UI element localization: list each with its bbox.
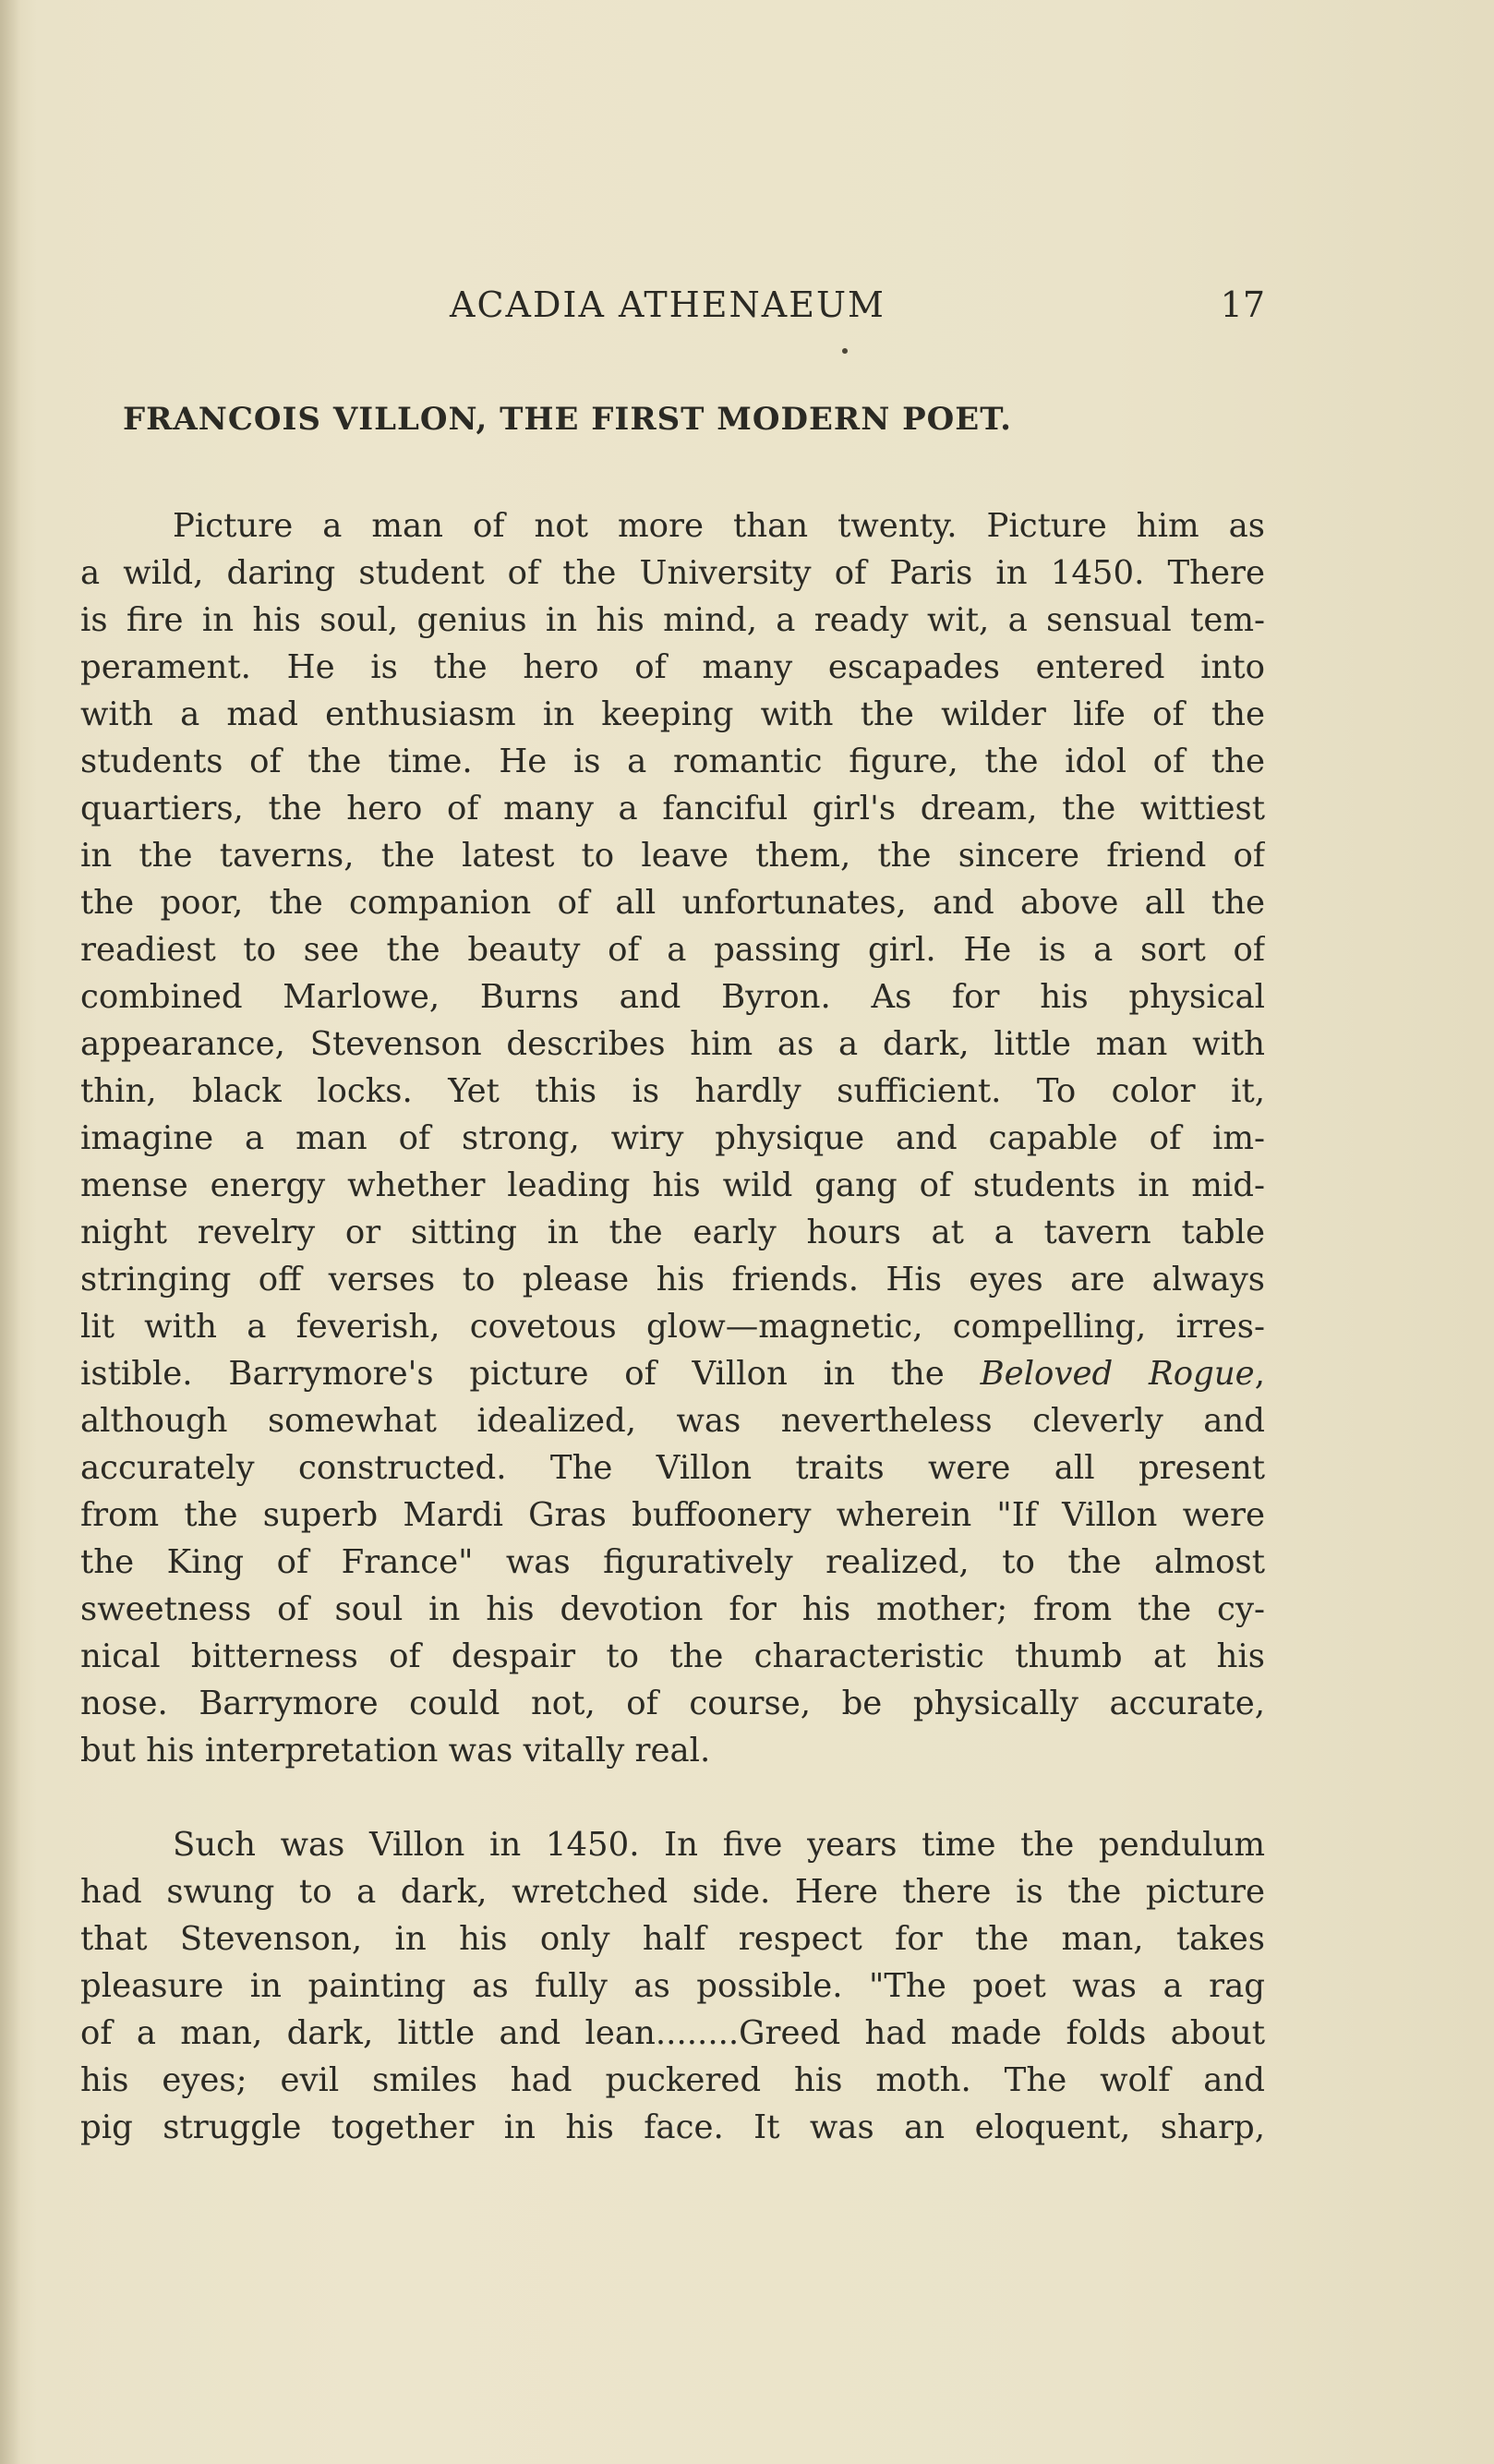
book-title-italic: Beloved Rogue [980,1355,1255,1393]
text-line: readiest to see the beauty of a passing girl. He is a sort of [80,931,1265,969]
text-line: nical bitterness of despair to the characteristic thumb at his [80,1637,1265,1675]
text-line: a wild, daring student of the University of Paris in 1450. There [80,554,1265,592]
text-line: of a man, dark, little and lean........Greed had made folds about [80,2014,1265,2052]
text-line: the King of France" was figuratively realized, to the almost [80,1543,1265,1581]
text-line: pleasure in painting as fully as possible. "The poet was a rag [80,1967,1265,2005]
text-line: in the taverns, the latest to leave them, the sincere friend of [80,837,1265,875]
text-line: the poor, the companion of all unfortunates, and above all the [80,884,1265,922]
text-line: quartiers, the hero of many a fanciful girl's dream, the wittiest [80,790,1265,827]
text-line: is fire in his soul, genius in his mind, a ready wit, a sensual tem- [80,601,1265,639]
text-line: had swung to a dark, wretched side. Here there is the picture [80,1873,1265,1911]
article-title: FRANCOIS VILLON, THE FIRST MODERN POET. [123,401,1012,438]
paragraph-2 [80,1821,1265,2151]
text-line: Such was Villon in 1450. In five years time the pendulum [173,1826,1265,1864]
text-line: mense energy whether leading his wild gang of students in mid- [80,1166,1265,1204]
text-line: his eyes; evil smiles had puckered his moth. The wolf and [80,2061,1265,2099]
page-number: 17 [1220,284,1265,325]
paragraph-1 [80,502,1265,1774]
text-line: from the superb Mardi Gras buffoonery wherein "If Villon were [80,1496,1265,1534]
journal-title: ACADIA ATHENAEUM [450,284,886,325]
text-line: perament. He is the hero of many escapades entered into [80,648,1265,686]
text-line: lit with a feverish, covetous glow—magnetic, compelling, irres- [80,1308,1265,1346]
text-line: that Stevenson, in his only half respect for the man, takes [80,1920,1265,1958]
text-line: accurately constructed. The Villon traits were all present [80,1449,1265,1487]
text-line: with a mad enthusiasm in keeping with the wilder life of the [80,695,1265,733]
text-line: students of the time. He is a romantic figure, the idol of the [80,743,1265,780]
binding-shadow [0,0,20,2464]
text-line: Picture a man of not more than twenty. Picture him as [173,507,1265,545]
running-head [80,275,1265,334]
text-line-with-italic-title: istible. Barrymore's picture of Villon in the Beloved Rogue, [80,1355,1265,1393]
print-speck [842,348,848,354]
text-line: nose. Barrymore could not, of course, be physically accurate, [80,1685,1265,1722]
text-line: pig struggle together in his face. It was an eloquent, sharp, [80,2108,1265,2146]
text-line: night revelry or sitting in the early hours at a tavern table [80,1214,1265,1251]
text-line: although somewhat idealized, was nevertheless cleverly and [80,1402,1265,1440]
text-line: imagine a man of strong, wiry physique and capable of im- [80,1119,1265,1157]
text-line: appearance, Stevenson describes him as a dark, little man with [80,1025,1265,1063]
text-line: combined Marlowe, Burns and Byron. As for his physical [80,978,1265,1016]
text-line: thin, black locks. Yet this is hardly sufficient. To color it, [80,1072,1265,1110]
text-line: but his interpretation was vitally real. [80,1732,711,1769]
text-line: stringing off verses to please his friends. His eyes are always [80,1261,1265,1298]
text-line: sweetness of soul in his devotion for his mother; from the cy- [80,1590,1265,1628]
